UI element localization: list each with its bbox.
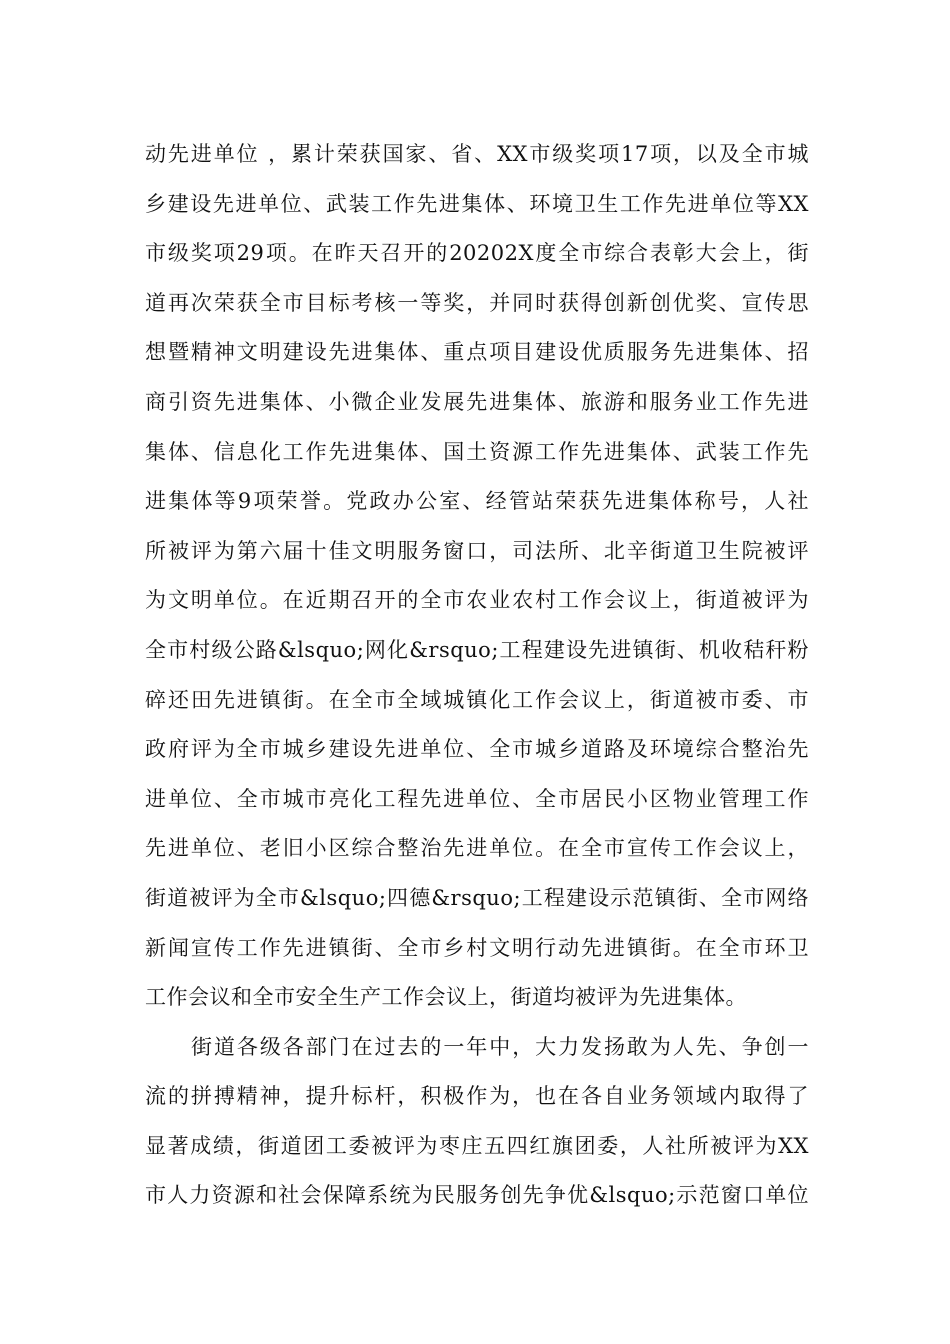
text-line: 全市村级公路&lsquo;网化&rsquo;工程建设先进镇街、机收秸秆粉 [145,637,809,662]
text-line: 显著成绩，街道团工委被评为枣庄五四红旗团委，人社所被评为XX [145,1133,809,1158]
text-line: 碎还田先进镇街。在全市全域城镇化工作会议上，街道被市委、市 [145,687,809,712]
text-line: 集体、信息化工作先进集体、国土资源工作先进集体、武装工作先 [145,439,809,464]
text-line: 进单位、全市城市亮化工程先进单位、全市居民小区物业管理工作 [145,786,809,811]
text-line: 市级奖项29项。在昨天召开的20202X度全市综合表彰大会上，街 [145,241,809,266]
paragraph-start-line: 街道各级各部门在过去的一年中，大力发扬敢为人先、争创一 [191,1034,809,1059]
text-line: 为文明单位。在近期召开的全市农业农村工作会议上，街道被评为 [145,588,809,613]
text-line: 商引资先进集体、小微企业发展先进集体、旅游和服务业工作先进 [145,389,809,414]
text-line: 道再次荣获全市目标考核一等奖，并同时获得创新创优奖、宣传思 [145,290,809,315]
text-line: 乡建设先进单位、武装工作先进集体、环境卫生工作先进单位等XX [145,191,809,216]
body-text [145,130,809,1221]
text-line: 动先进单位 ，累计荣获国家、省、XX市级奖项17项，以及全市城 [145,142,809,166]
text-line: 政府评为全市城乡建设先进单位、全市城乡道路及环境综合整治先 [145,737,809,762]
text-line: 市人力资源和社会保障系统为民服务创先争优&lsquo;示范窗口单位 [145,1183,809,1208]
text-line: 街道被评为全市&lsquo;四德&rsquo;工程建设示范镇街、全市网络 [145,885,809,910]
text-line: 流的拼搏精神，提升标杆，积极作为，也在各自业务领域内取得了 [145,1084,809,1109]
text-line: 进集体等9项荣誉。党政办公室、经管站荣获先进集体称号，人社 [145,489,809,514]
text-line: 想暨精神文明建设先进集体、重点项目建设优质服务先进集体、招 [145,340,809,365]
text-line: 先进单位、老旧小区综合整治先进单位。在全市宣传工作会议上， [145,836,809,861]
paragraph-end-line: 工作会议和全市安全生产工作会议上，街道均被评为先进集体。 [145,985,747,1010]
text-line: 所被评为第六届十佳文明服务窗口，司法所、北辛街道卫生院被评 [145,538,809,563]
text-line: 新闻宣传工作先进镇街、全市乡村文明行动先进镇街。在全市环卫 [145,935,809,960]
